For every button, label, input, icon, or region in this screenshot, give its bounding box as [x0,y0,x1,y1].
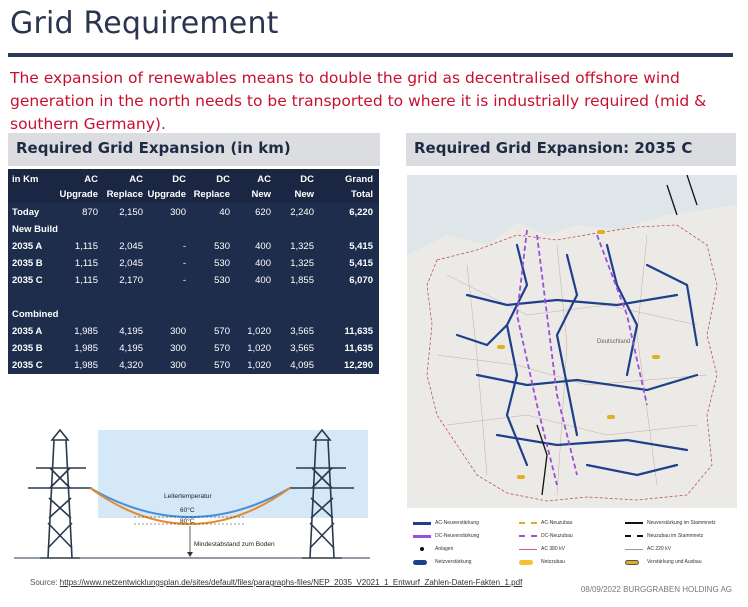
column-header-top: Grand [345,174,373,185]
table-cell: 1,325 [290,241,314,252]
table-cell: 4,320 [119,360,143,371]
intro-text: The expansion of renewables means to double the grid as decentralised offshore wind generation in the north needs to be transported to where it is industrially required (mid & southern Germany). [10,69,707,133]
date-company: 08/09/2022 BURGGRABEN HOLDING AG [580,585,732,594]
table-cell: 570 [214,326,230,337]
table-cell: 40 [219,207,230,218]
table-row-label: 2035 B [12,258,43,269]
legend-item [519,520,572,526]
table-cell: 1,020 [247,343,271,354]
legend-item [625,520,716,526]
table-cell: 300 [170,326,186,337]
table-cell: 3,565 [290,343,314,354]
table-cell: 6,220 [349,207,373,218]
table-cell: 2,150 [119,207,143,218]
column-header-bottom: Upgrade [147,189,186,200]
table-cell: 2,045 [119,241,143,252]
legend-label: AC-Neuverstärkung [435,520,479,526]
table-cell: 5,415 [349,258,373,269]
table-cell: 1,020 [247,360,271,371]
table-cell: 12,290 [343,360,373,371]
legend-label: Verstärkung und Ausbau [647,559,702,565]
legend-label: Neuverstärkung im Stammnetz [647,520,716,526]
column-header-bottom: Total [351,189,373,200]
table-cell: 11,635 [344,343,373,354]
legend-item [413,546,453,552]
legend-item [625,546,671,552]
table-cell: 400 [255,275,271,286]
legend-label: Anlagen [435,546,454,552]
legend-item [413,559,471,565]
table-cell: 570 [214,343,230,354]
map-legend [407,514,737,574]
table-row-label: Today [12,207,40,218]
legend-item [625,533,703,539]
table-cell: 4,195 [119,343,143,354]
column-header-top: AC [129,174,143,185]
table-cell: 620 [255,207,271,218]
table-cell: 530 [214,258,230,269]
table-row-label: New Build [12,224,58,235]
label-distance: Mindestabstand zum Boden [194,541,275,548]
legend-swatch-icon [413,535,431,538]
label-temperature: Leitertemperatur [164,493,212,500]
legend-swatch-icon [413,522,431,525]
table-cell: 300 [170,343,186,354]
table-cell: 1,985 [74,343,98,354]
table-cell: 1,115 [74,275,98,286]
table-row-label: 2035 B [12,343,43,354]
table-unit-label: in Km [12,174,39,185]
legend-swatch-icon [519,560,533,565]
table-row-label: 2035 A [12,241,43,252]
table-row-label: Combined [12,309,59,320]
grid-expansion-table [8,169,379,374]
table-cell: 2,170 [119,275,143,286]
legend-swatch-icon [420,547,424,551]
clearance-arrow-head [187,552,193,557]
legend-item [413,520,479,526]
table-cell: 870 [82,207,98,218]
table-row-label: 2035 C [12,275,43,286]
table-cell: 300 [170,207,186,218]
legend-swatch-icon [625,535,643,537]
legend-swatch-icon [519,535,537,537]
table-cell: 570 [214,360,230,371]
label-80: 80°C [180,518,195,525]
label-60: 60°C [180,507,195,514]
column-header-bottom: Upgrade [59,189,98,200]
column-header-bottom: Replace [193,189,230,200]
legend-label: Netzverstärkung [435,559,472,565]
table-cell: 1,985 [74,326,98,337]
title-divider [8,53,733,57]
legend-swatch-icon [625,560,639,565]
table-cell: - [182,258,186,269]
table-cell: - [182,241,186,252]
legend-item [519,533,573,539]
source-prefix: Source: [30,578,60,587]
legend-swatch-icon [519,522,537,524]
table-cell: 2,045 [119,258,143,269]
table-cell: 530 [214,241,230,252]
table-cell: 400 [255,258,271,269]
legend-item [519,546,565,552]
legend-label: Netzzubau [541,559,565,565]
source-note [30,577,530,588]
table-cell: 1,985 [74,360,98,371]
table-cell: 1,020 [247,326,271,337]
table-cell: 4,095 [290,360,314,371]
column-header-bottom: New [251,189,271,200]
legend-swatch-icon [519,549,537,550]
legend-label: AC 380 kV [541,546,565,552]
legend-label: DC-Neuzubau [541,533,573,539]
legend-item [519,559,565,565]
legend-item [625,559,702,565]
cable-sag-diagram [14,428,370,576]
map-header: Required Grid Expansion: 2035 C [406,133,736,166]
table-cell: 1,115 [74,258,98,269]
legend-label: DC-Neuverstärkung [435,533,480,539]
legend-label: Neuzubau im Stammnetz [647,533,704,539]
table-cell: 4,195 [119,326,143,337]
legend-swatch-icon [625,549,643,550]
table-cell: 11,635 [344,326,373,337]
table-cell: 6,070 [349,275,373,286]
legend-swatch-icon [413,560,427,565]
table-cell: 5,415 [349,241,373,252]
column-header-top: DC [300,174,314,185]
page-title: Grid Requirement [10,6,279,41]
column-header-bottom: Replace [106,189,143,200]
table-cell: 3,565 [290,326,314,337]
legend-item [413,533,479,539]
column-header-top: DC [216,174,230,185]
table-cell: 400 [255,241,271,252]
table-cell: 1,115 [74,241,98,252]
table-cell: 530 [214,275,230,286]
legend-label: AC 220 kV [647,546,671,552]
column-header-top: AC [84,174,98,185]
map-city-label: Deutschland [597,339,631,345]
legend-label: AC-Neuzubau [541,520,573,526]
source-link[interactable]: https://www.netzentwicklungsplan.de/sites/default/files/paragraphs-files/NEP_2035_V2021_1_Entwurf_Zahlen-Daten-Fakten_1.pdf [59,578,523,587]
table-cell: 2,240 [290,207,314,218]
table-cell: 1,325 [290,258,314,269]
table-cell: 1,855 [290,275,314,286]
table-row-label: 2035 A [12,326,43,337]
table-cell: 300 [170,360,186,371]
grid-expansion-table-header: Required Grid Expansion (in km) [8,133,380,166]
column-header-top: AC [257,174,271,185]
table-cell: - [182,275,186,286]
column-header-top: DC [172,174,186,185]
left-pylon-icon [28,430,92,558]
column-header-bottom: New [294,189,314,200]
grid-expansion-map [407,175,737,508]
table-row-label: 2035 C [12,360,43,371]
legend-swatch-icon [625,522,643,524]
